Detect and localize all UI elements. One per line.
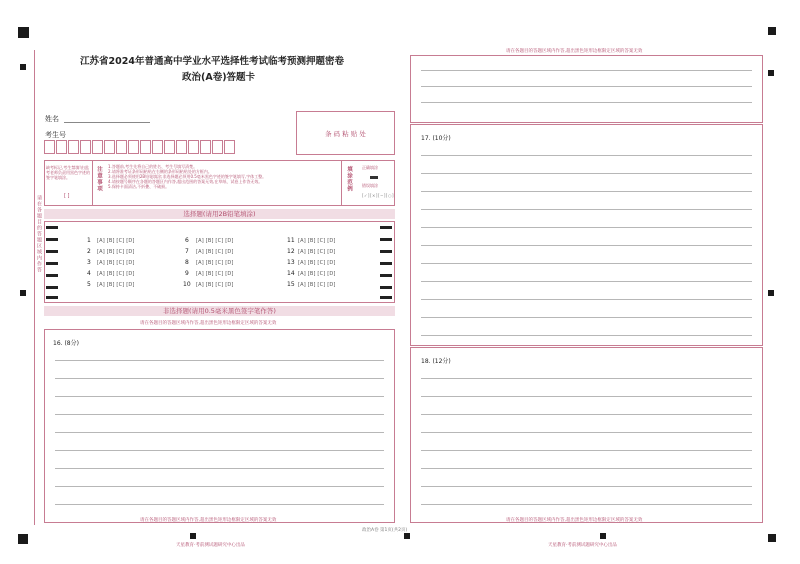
fill-correct-sample xyxy=(370,176,378,179)
registration-mark xyxy=(600,533,606,539)
registration-mark xyxy=(190,533,196,539)
title-line-2: 政治(A卷)答题卡 xyxy=(182,72,256,83)
note-item: 1.答题前,考生先将自己的姓名、考生号填写清楚。 xyxy=(108,164,198,169)
footer-center: 政治A卷 第1页(共2页) xyxy=(362,528,408,533)
footer-left: 天星教育·考前测试题研究中心出品 xyxy=(176,543,245,548)
registration-mark xyxy=(20,64,26,70)
note-item: 4.请按题号顺序在各题的答题区内作答,超出范围的答案无效,在草纸、试卷上作答无效。 xyxy=(108,179,263,184)
title-line-1: 江苏省2024年普通高中学业水平选择性考试临考预测押题密卷 xyxy=(80,56,344,67)
answer-options[interactable]: [A] [B] [C] [D] xyxy=(97,238,135,244)
choice-section-title: 选择题(请用2B铅笔填涂) xyxy=(44,209,395,219)
question-number: 2 xyxy=(87,248,91,255)
registration-mark xyxy=(768,70,774,76)
answer-area-notice: 请在各题目的答题区域内作答,超出黑色矩形边框限定区域的答案无效 xyxy=(506,49,643,54)
answer-options[interactable]: [A] [B] [C] [D] xyxy=(97,271,135,277)
answer-options[interactable]: [A] [B] [C] [D] xyxy=(196,260,234,266)
question-16-label: 16. (8分) xyxy=(53,340,79,347)
barcode-label: 条 码 粘 贴 处 xyxy=(325,130,366,138)
fill-divider xyxy=(341,160,342,206)
question-number: 15 xyxy=(287,281,295,288)
answer-options[interactable]: [A] [B] [C] [D] xyxy=(298,249,336,255)
side-text: 请在各题目的答题区域内作答 xyxy=(36,195,42,273)
registration-mark xyxy=(768,534,776,542)
fill-example-title: 填涂范例 xyxy=(346,166,352,192)
answer-box-q16[interactable] xyxy=(44,329,395,523)
registration-mark xyxy=(20,290,26,296)
note-item: 2.请将准考证条形码粘贴在右侧的条形码粘贴处的方框内。 xyxy=(108,169,212,174)
barcode-box xyxy=(296,111,395,155)
question-17-label: 17. (10分) xyxy=(421,135,451,142)
note-item: 3.选择题必须使用2B铅笔填涂;非选择题必须用0.5毫米黑色字迹的签字笔填写,字体工整。 xyxy=(108,174,267,179)
answer-box-q18[interactable] xyxy=(410,347,763,523)
absent-mark-bracket: [ ] xyxy=(64,193,70,199)
registration-mark xyxy=(18,534,28,544)
question-number: 4 xyxy=(87,270,91,277)
answer-options[interactable]: [A] [B] [C] [D] xyxy=(298,282,336,288)
answer-options[interactable]: [A] [B] [C] [D] xyxy=(298,238,336,244)
question-number: 10 xyxy=(183,281,191,288)
question-number: 1 xyxy=(87,237,91,244)
note-item: 5.保持卡面清洁,不折叠、不破损。 xyxy=(108,184,170,189)
registration-mark xyxy=(768,290,774,296)
answer-options[interactable]: [A] [B] [C] [D] xyxy=(298,260,336,266)
question-number: 13 xyxy=(287,259,295,266)
answer-options[interactable]: [A] [B] [C] [D] xyxy=(196,238,234,244)
answer-area-notice: 请在各题目的答题区域内作答,超出黑色矩形边框限定区域的答案无效 xyxy=(140,518,277,523)
nonchoice-section-title: 非选择题(请用0.5毫米黑色签字笔作答) xyxy=(44,306,395,316)
student-id-label: 考生号 xyxy=(45,131,66,139)
fill-wrong-sample: [✓][×][−][○] xyxy=(362,193,395,198)
question-number: 12 xyxy=(287,248,295,255)
name-label: 姓名 xyxy=(45,115,59,123)
answer-options[interactable]: [A] [B] [C] [D] xyxy=(196,271,234,277)
instructions-divider xyxy=(92,160,93,206)
registration-mark xyxy=(404,533,410,539)
question-number: 9 xyxy=(185,270,189,277)
answer-options[interactable]: [A] [B] [C] [D] xyxy=(196,282,234,288)
answer-box-prev[interactable] xyxy=(410,55,763,123)
name-line xyxy=(64,122,150,123)
notes-list xyxy=(108,164,336,189)
answer-options[interactable]: [A] [B] [C] [D] xyxy=(196,249,234,255)
answer-area-notice: 请在各题目的答题区域内作答,超出黑色矩形边框限定区域的答案无效 xyxy=(506,518,643,523)
question-number: 7 xyxy=(185,248,189,255)
notes-title: 注意事项 xyxy=(96,166,102,192)
question-number: 5 xyxy=(87,281,91,288)
question-number: 3 xyxy=(87,259,91,266)
question-number: 8 xyxy=(185,259,189,266)
left-margin-rule xyxy=(34,50,35,525)
question-number: 6 xyxy=(185,237,189,244)
question-number: 14 xyxy=(287,270,295,277)
fill-wrong-label: 错误填涂 xyxy=(362,183,378,188)
question-number: 11 xyxy=(287,237,295,244)
fill-correct-label: 正确填涂 xyxy=(362,165,378,170)
question-18-label: 18. (12分) xyxy=(421,358,451,365)
registration-mark xyxy=(768,27,776,35)
footer-right: 天星教育·考前测试题研究中心出品 xyxy=(548,543,617,548)
answer-options[interactable]: [A] [B] [C] [D] xyxy=(97,249,135,255)
answer-options[interactable]: [A] [B] [C] [D] xyxy=(298,271,336,277)
answer-box-q17[interactable] xyxy=(410,124,763,346)
absent-mark-text: 缺考标记,考生禁填!由监考老师负责用黑色字迹的签字笔填涂。 xyxy=(46,165,90,180)
answer-area-notice: 请在各题目的答题区域内作答,超出黑色矩形边框限定区域的答案无效 xyxy=(140,321,277,326)
answer-options[interactable]: [A] [B] [C] [D] xyxy=(97,282,135,288)
answer-options[interactable]: [A] [B] [C] [D] xyxy=(97,260,135,266)
registration-mark xyxy=(18,27,29,38)
student-id-grid[interactable] xyxy=(44,140,244,154)
